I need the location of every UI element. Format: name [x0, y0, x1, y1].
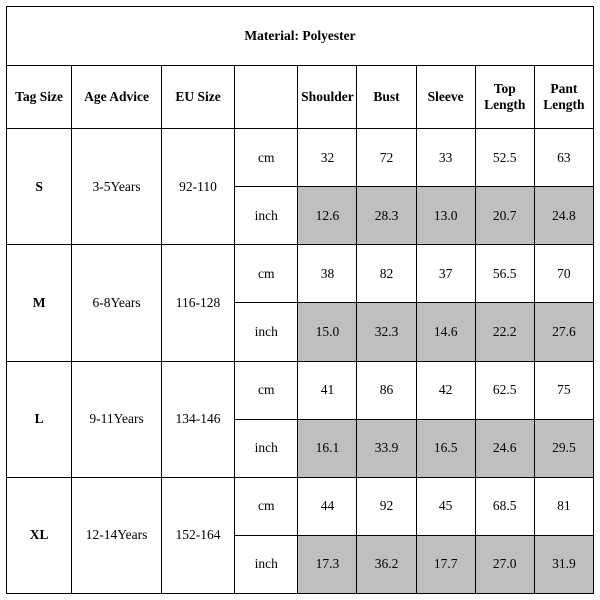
header-pant-length-line1: Pant	[550, 81, 578, 97]
cell-bust-cm: 72	[357, 129, 416, 187]
cell-age-advice: 6-8Years	[72, 245, 162, 361]
cell-sleeve-cm: 42	[416, 361, 475, 419]
cell-age-advice: 3-5Years	[72, 129, 162, 245]
table-row	[7, 477, 594, 535]
cell-bust-cm: 92	[357, 477, 416, 535]
cell-unit-inch: inch	[235, 419, 298, 477]
cell-pant-length-cm: 63	[534, 129, 593, 187]
cell-top-length-inch: 24.6	[475, 419, 534, 477]
cell-bust-inch: 32.3	[357, 303, 416, 361]
cell-pant-length-inch: 27.6	[534, 303, 593, 361]
cell-pant-length-cm: 75	[534, 361, 593, 419]
cell-age-advice: 9-11Years	[72, 361, 162, 477]
cell-pant-length-cm: 70	[534, 245, 593, 303]
page-title: Material: Polyester	[7, 7, 594, 66]
cell-top-length-inch: 27.0	[475, 535, 534, 593]
header-bust: Bust	[357, 66, 416, 129]
cell-tag-size: L	[7, 361, 72, 477]
header-top-length-line2: Length	[484, 97, 526, 112]
cell-bust-inch: 33.9	[357, 419, 416, 477]
table-row	[7, 245, 594, 303]
cell-top-length-inch: 22.2	[475, 303, 534, 361]
cell-unit-cm: cm	[235, 245, 298, 303]
header-top-length-line1: Top	[493, 81, 516, 97]
cell-eu-size: 116-128	[161, 245, 234, 361]
header-age-advice: Age Advice	[72, 66, 162, 129]
cell-pant-length-inch: 31.9	[534, 535, 593, 593]
cell-unit-inch: inch	[235, 303, 298, 361]
cell-unit-cm: cm	[235, 361, 298, 419]
cell-tag-size: S	[7, 129, 72, 245]
cell-bust-inch: 28.3	[357, 187, 416, 245]
cell-bust-inch: 36.2	[357, 535, 416, 593]
cell-shoulder-cm: 38	[298, 245, 357, 303]
cell-sleeve-inch: 14.6	[416, 303, 475, 361]
header-top-length	[475, 66, 534, 129]
cell-top-length-cm: 52.5	[475, 129, 534, 187]
table-row	[7, 129, 594, 187]
header-tag-size: Tag Size	[7, 66, 72, 129]
cell-age-advice: 12-14Years	[72, 477, 162, 593]
cell-top-length-inch: 20.7	[475, 187, 534, 245]
cell-top-length-cm: 62.5	[475, 361, 534, 419]
cell-eu-size: 152-164	[161, 477, 234, 593]
table-row	[7, 361, 594, 419]
cell-unit-cm: cm	[235, 129, 298, 187]
header-unit	[235, 66, 298, 129]
cell-eu-size: 92-110	[161, 129, 234, 245]
cell-sleeve-cm: 45	[416, 477, 475, 535]
cell-tag-size: XL	[7, 477, 72, 593]
cell-sleeve-inch: 13.0	[416, 187, 475, 245]
cell-pant-length-inch: 24.8	[534, 187, 593, 245]
header-sleeve: Sleeve	[416, 66, 475, 129]
cell-eu-size: 134-146	[161, 361, 234, 477]
cell-pant-length-cm: 81	[534, 477, 593, 535]
cell-top-length-cm: 56.5	[475, 245, 534, 303]
header-shoulder: Shoulder	[298, 66, 357, 129]
cell-sleeve-cm: 37	[416, 245, 475, 303]
header-row	[7, 66, 594, 129]
cell-unit-cm: cm	[235, 477, 298, 535]
cell-shoulder-inch: 16.1	[298, 419, 357, 477]
cell-sleeve-inch: 16.5	[416, 419, 475, 477]
cell-shoulder-inch: 15.0	[298, 303, 357, 361]
header-pant-length	[534, 66, 593, 129]
cell-shoulder-cm: 41	[298, 361, 357, 419]
cell-pant-length-inch: 29.5	[534, 419, 593, 477]
cell-top-length-cm: 68.5	[475, 477, 534, 535]
cell-shoulder-cm: 32	[298, 129, 357, 187]
title-row	[7, 7, 594, 66]
header-pant-length-line2: Length	[543, 97, 585, 112]
cell-shoulder-cm: 44	[298, 477, 357, 535]
cell-sleeve-cm: 33	[416, 129, 475, 187]
cell-bust-cm: 82	[357, 245, 416, 303]
cell-unit-inch: inch	[235, 535, 298, 593]
cell-tag-size: M	[7, 245, 72, 361]
header-eu-size: EU Size	[161, 66, 234, 129]
cell-shoulder-inch: 12.6	[298, 187, 357, 245]
size-chart-table	[6, 6, 594, 594]
cell-shoulder-inch: 17.3	[298, 535, 357, 593]
cell-unit-inch: inch	[235, 187, 298, 245]
cell-sleeve-inch: 17.7	[416, 535, 475, 593]
cell-bust-cm: 86	[357, 361, 416, 419]
